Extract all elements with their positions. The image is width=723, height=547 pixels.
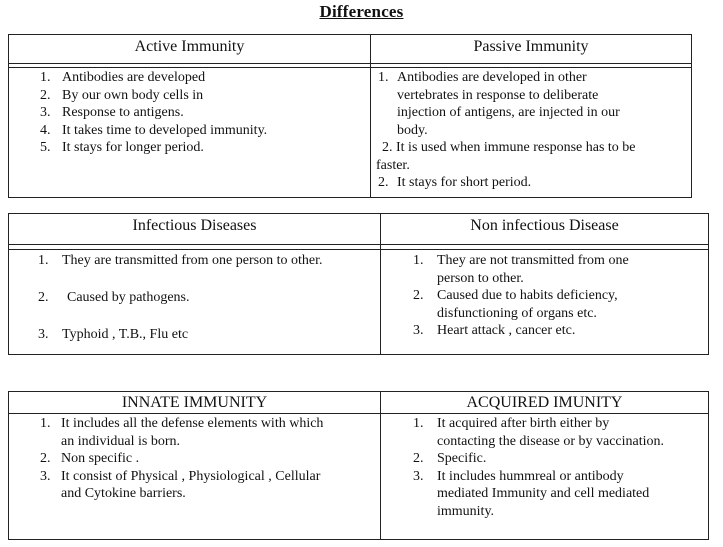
- list-item: 1. They are not transmitted from one person to other.: [413, 253, 629, 286]
- list-item: 1. Antibodies are developed: [40, 70, 206, 85]
- passive-immunity-header: Passive Immunity: [371, 35, 692, 64]
- passive-immunity-cell: [371, 68, 692, 198]
- list-item: 2. By our own body cells in: [40, 87, 204, 103]
- innate-immunity-header: INNATE IMMUNITY: [9, 392, 381, 414]
- active-immunity-cell: [9, 68, 371, 198]
- list-item: 3. It includes hummreal or antibody mediated Immunity and cell mediated immunity.: [413, 468, 650, 519]
- infectious-diseases-header: Infectious Diseases: [9, 214, 381, 245]
- list-item: 3. Response to antigens.: [40, 105, 184, 120]
- infectious-diseases-cell: [9, 250, 381, 355]
- non-infectious-disease-cell: [381, 250, 709, 355]
- list-item: 2. Caused by pathogens.: [38, 290, 190, 305]
- innate-acquired-table: [8, 391, 709, 540]
- list-item-continuation: faster.: [376, 157, 410, 173]
- list-item: 2. It is used when immune response has to be: [382, 140, 636, 155]
- list-item: 3. Heart attack , cancer etc.: [413, 323, 576, 338]
- list-item: 2. Caused due to habits deficiency, disfunctioning of organs etc.: [413, 288, 618, 321]
- list-item: 1. It includes all the defense elements with which an individual is born.: [40, 416, 324, 449]
- acquired-immunity-header: ACQUIRED IMUNITY: [381, 392, 709, 414]
- acquired-immunity-cell: [381, 414, 709, 540]
- list-item: 1. It acquired after birth either by contacting the disease or by vaccination.: [413, 416, 665, 449]
- infectious-diseases-table: [8, 213, 709, 355]
- innate-immunity-cell: [9, 414, 381, 540]
- list-item: 3. It consist of Physical , Physiological , Cellular and Cytokine barriers.: [40, 468, 321, 501]
- list-item: 4. It takes time to developed immunity.: [40, 122, 268, 138]
- active-passive-table: [8, 34, 692, 198]
- page-title: Differences: [319, 2, 404, 21]
- list-item: 3. Typhoid , T.B., Flu etc: [38, 327, 189, 342]
- list-item: 1. They are transmitted from one person to other.: [38, 253, 323, 268]
- list-item: 1. Antibodies are developed in other vertebrates in response to deliberate injection of antigens, are injected in our body.: [378, 70, 620, 138]
- list-item: 5. It stays for longer period.: [40, 140, 204, 155]
- list-item: 2. Specific.: [413, 451, 487, 466]
- active-immunity-header: Active Immunity: [9, 35, 371, 64]
- list-item: 2. Non specific .: [40, 451, 140, 466]
- non-infectious-disease-header: Non infectious Disease: [381, 214, 709, 245]
- active-immunity-list: [40, 69, 370, 157]
- list-item: 2. It stays for short period.: [378, 175, 532, 190]
